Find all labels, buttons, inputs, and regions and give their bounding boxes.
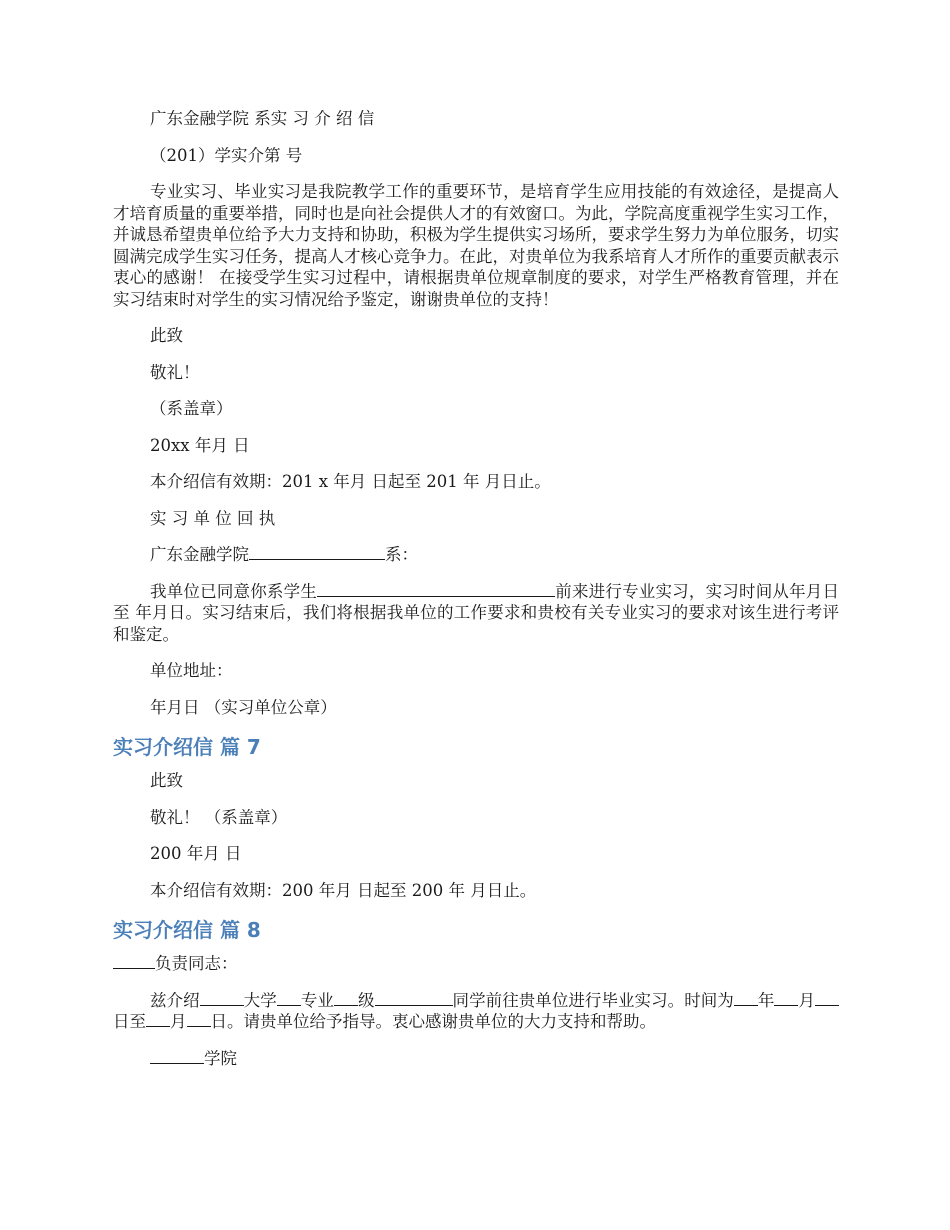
section-7-validity: 本介绍信有效期：200 年月 日起至 200 年 月日止。 <box>150 880 537 900</box>
receipt-body-start: 我单位已同意你系学生 <box>150 581 318 601</box>
receipt-body-rest: 前来进行专业实习，实习时间从年月日至 年月日。实习结束后，我们将根据我单位的工作要求和贵校有关专业实习的要求对该生进行考评和鉴定。 <box>113 581 840 644</box>
blank-grade-field[interactable] <box>334 991 358 1006</box>
blank-major-field[interactable] <box>277 991 301 1006</box>
receipt-addressee-school: 广东金融学院 <box>150 545 249 564</box>
letter-title: 广东金融学院 系实 习 介 绍 信 <box>150 109 375 128</box>
section-8-body <box>113 990 839 1033</box>
section-7-date: 200 年月 日 <box>150 844 242 863</box>
blank-start-year-field[interactable] <box>734 991 758 1006</box>
blank-department-field[interactable] <box>249 545 385 560</box>
blank-start-month-field[interactable] <box>774 991 798 1006</box>
body-part-a: 兹介绍 <box>150 990 200 1010</box>
closing-salutation: 此致 <box>150 326 183 345</box>
receipt-body <box>113 581 839 646</box>
unit-seal-date: 年月日 （实习单位公章） <box>150 697 337 717</box>
unit-address: 单位地址： <box>150 661 233 680</box>
body-part-c: 专业 <box>300 990 334 1010</box>
document-page <box>113 108 839 1069</box>
body-part-h: 日至 <box>113 1012 146 1031</box>
blank-university-field[interactable] <box>200 991 244 1006</box>
closing-regards: 敬礼！ <box>150 362 200 382</box>
body-part-g: 月 <box>798 990 816 1010</box>
blank-start-day-field[interactable] <box>815 991 839 1006</box>
blank-student-name-field[interactable] <box>317 582 555 597</box>
letter-date: 20xx 年月 日 <box>150 435 250 455</box>
body-part-d: 级 <box>357 990 375 1010</box>
body-part-f: 年 <box>757 990 775 1010</box>
blank-end-month-field[interactable] <box>146 1012 170 1027</box>
blank-end-day-field[interactable] <box>187 1012 211 1027</box>
body-part-i: 月 <box>170 1012 187 1031</box>
blank-school-field[interactable] <box>150 1049 204 1064</box>
body-part-e: 同学前往贵单位进行毕业实习。时间为 <box>452 990 734 1010</box>
department-seal: （系盖章） <box>150 399 233 418</box>
section-8-heading: 实习介绍信 篇 8 <box>113 918 261 942</box>
receipt-title: 实 习 单 位 回 执 <box>150 508 276 528</box>
receipt-addressee-suffix: 系： <box>385 545 418 564</box>
section-8-addressee <box>113 953 839 975</box>
section-7-heading: 实习介绍信 篇 7 <box>113 735 261 759</box>
validity-period: 本介绍信有效期：201 x 年月 日起至 201 年 月日止。 <box>150 472 551 491</box>
blank-addressee-field[interactable] <box>113 954 155 969</box>
body-part-b: 大学 <box>243 990 277 1010</box>
section-7-regards: 敬礼！ （系盖章） <box>150 807 288 827</box>
blank-student-field[interactable] <box>375 991 453 1006</box>
section-8-school-text: 学院 <box>204 1048 237 1068</box>
body-part-j: 日。请贵单位给予指导。衷心感谢贵单位的大力支持和帮助。 <box>210 1012 656 1031</box>
letter-number: （201）学实介第 号 <box>150 145 303 165</box>
section-8-addressee-text: 负责同志： <box>155 954 238 973</box>
section-8-school <box>113 1048 839 1070</box>
section-7-salutation: 此致 <box>150 771 183 790</box>
receipt-addressee <box>113 544 839 566</box>
letter-body: 专业实习、毕业实习是我院教学工作的重要环节，是培育学生应用技能的有效途径，是提高人才培育质量的重要举措，同时也是向社会提供人才的有效窗口。为此，学院高度重视学生实习工作，并诚恳希望贵单位给予大力支持和协助，积极为学生提供实习场所，要求学生努力为单位服务，切实圆满完成学生实习任务，提高人才核心竞争力。在此，对贵单位为我系培育人才所作的重要贡献表示衷心的感谢！ 在接受学生实习过程中，请根据贵单位规章制度的要求，对学生严格教育管理，并在实习结束时对学生的实习情况给予鉴定，谢谢贵单位的支持！ <box>113 182 839 309</box>
